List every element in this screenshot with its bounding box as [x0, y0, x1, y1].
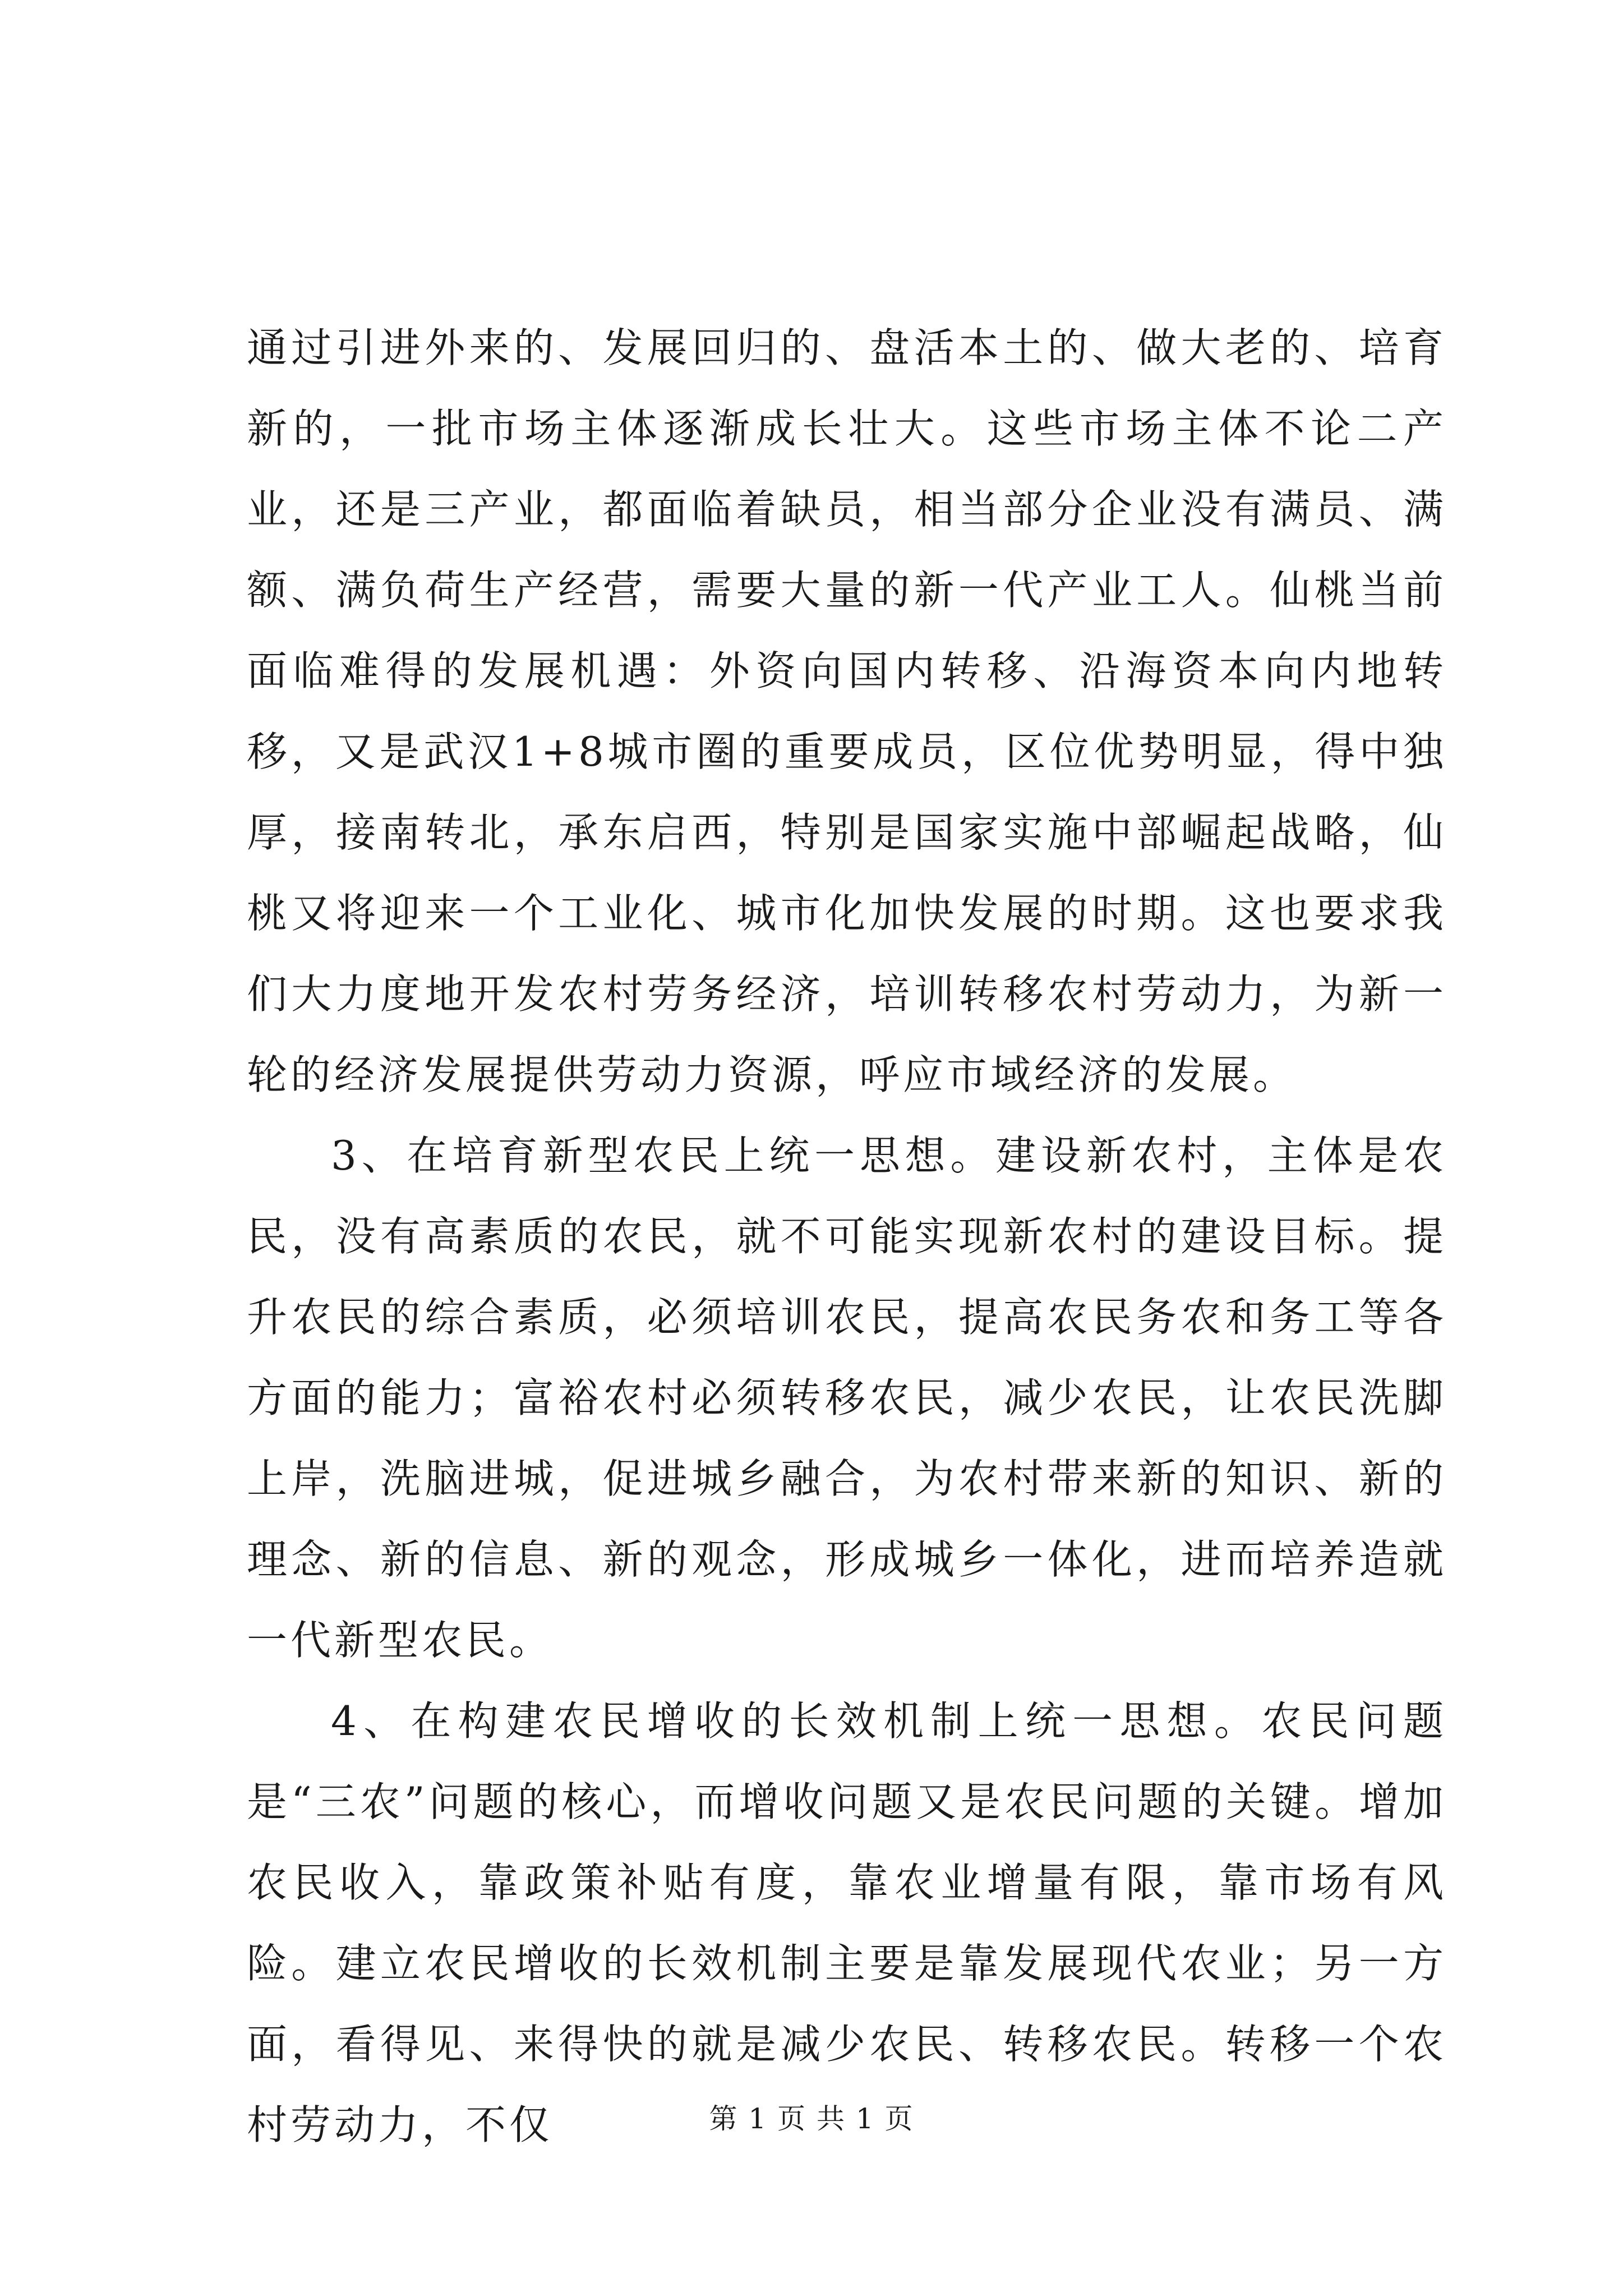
paragraph-3: 4、在构建农民增收的长效机制上统一思想。农民问题是“三农”问题的核心，而增收问题又是农民问题的关键。增加农民收入，靠政策补贴有度，靠农业增量有限，靠市场有风险。建立农民增收的长效机制主要是靠发展现代农业；另一方面，看得见、来得快的就是减少农民、转移农民。转移一个农村劳动力，不仅	[247, 1697, 1447, 2148]
body-text	[247, 307, 1447, 2165]
page-number-label: 第 1 页 共 1 页	[709, 2102, 914, 2135]
paragraph-2: 3、在培育新型农民上统一思想。建设新农村，主体是农民，没有高素质的农民，就不可能实现新农村的建设目标。提升农民的综合素质，必须培训农民，提高农民务农和务工等各方面的能力；富裕农村必须转移农民，减少农民，让农民洗脚上岸，洗脑进城，促进城乡融合，为农村带来新的知识、新的理念、新的信息、新的观念，形成城乡一体化，进而培养造就一代新型农民。	[247, 1132, 1447, 1664]
paragraph-1: 通过引进外来的、发展回归的、盘活本土的、做大老的、培育新的，一批市场主体逐渐成长壮大。这些市场主体不论二产业，还是三产业，都面临着缺员，相当部分企业没有满员、满额、满负荷生产经营，需要大量的新一代产业工人。仙桃当前面临难得的发展机遇：外资向国内转移、沿海资本向内地转移，又是武汉1+8城市圈的重要成员，区位优势明显，得中独厚，接南转北，承东启西，特别是国家实施中部崛起战略，仙桃又将迎来一个工业化、城市化加快发展的时期。这也要求我们大力度地开发农村劳务经济，培训转移农村劳动力，为新一轮的经济发展提供劳动力资源，呼应市域经济的发展。	[247, 324, 1447, 1098]
page-footer	[0, 2099, 1623, 2138]
